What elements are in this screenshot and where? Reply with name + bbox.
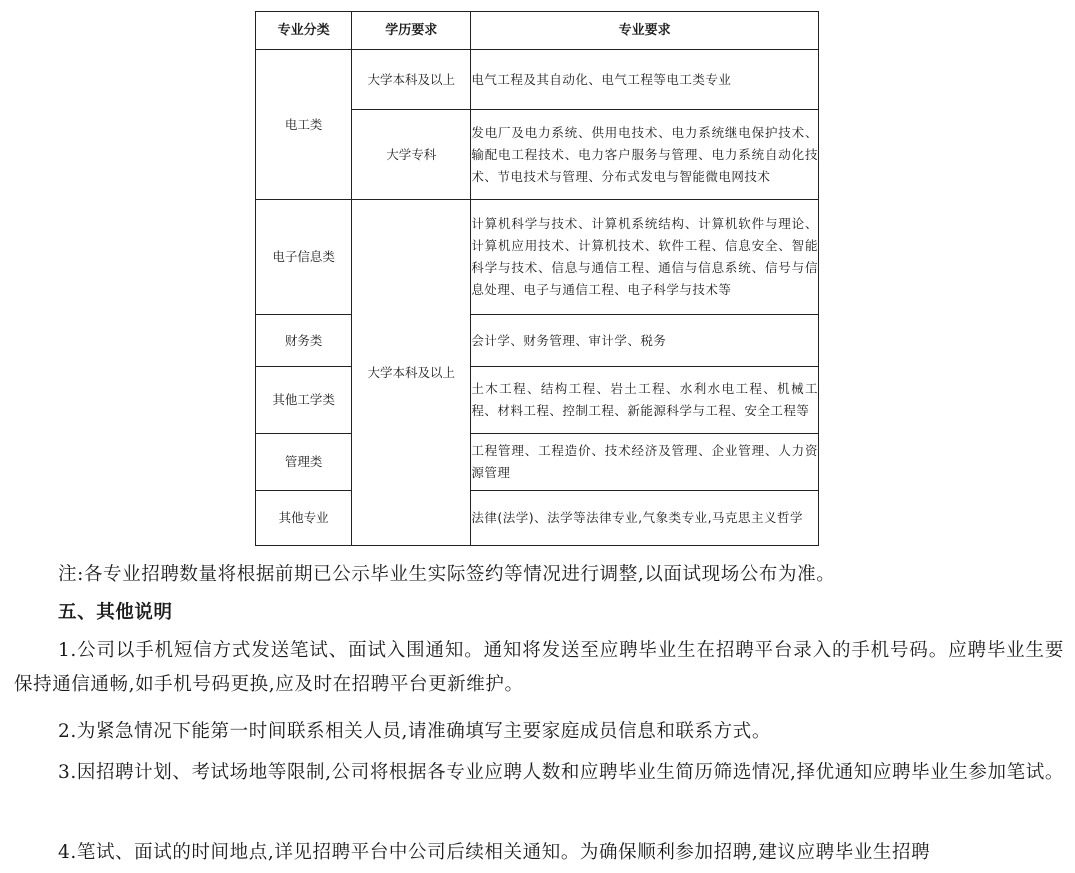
majors-table-container	[255, 11, 819, 546]
table-row	[256, 200, 819, 315]
header-category: 专业分类	[256, 12, 352, 50]
requirement-cell: 法律(法学)、法学等法律专业,气象类专业,马克思主义哲学	[471, 491, 819, 546]
table-row	[256, 367, 819, 434]
table-header-row	[256, 12, 819, 50]
header-requirement: 专业要求	[471, 12, 819, 50]
category-cell: 电子信息类	[256, 200, 352, 315]
header-education: 学历要求	[352, 12, 471, 50]
table-row	[256, 434, 819, 491]
majors-table	[255, 11, 819, 546]
paragraph-3: 3.因招聘计划、考试场地等限制,公司将根据各专业应聘人数和应聘毕业生简历筛选情况,择优通知应聘毕业生参加笔试。	[58, 762, 1064, 783]
requirement-cell: 土木工程、结构工程、岩土工程、水利水电工程、机械工程、材料工程、控制工程、新能源科学与工程、安全工程等	[471, 367, 819, 434]
education-cell-shared: 大学本科及以上	[352, 200, 471, 546]
table-row	[256, 50, 819, 110]
paragraph-2: 2.为紧急情况下能第一时间联系相关人员,请准确填写主要家庭成员信息和联系方式。	[58, 721, 771, 742]
category-cell: 管理类	[256, 434, 352, 491]
education-cell: 大学专科	[352, 110, 471, 200]
table-row	[256, 491, 819, 546]
requirement-cell: 会计学、财务管理、审计学、税务	[471, 315, 819, 367]
table-note: 注:各专业招聘数量将根据前期已公示毕业生实际签约等情况进行调整,以面试现场公布为准。	[58, 564, 836, 585]
requirement-cell: 计算机科学与技术、计算机系统结构、计算机软件与理论、计算机应用技术、计算机技术、软件工程、信息安全、智能科学与技术、信息与通信工程、通信与信息系统、信号与信息处理、电子与通信工程、电子科学与技术等	[471, 200, 819, 315]
category-cell: 其他专业	[256, 491, 352, 546]
table-row	[256, 315, 819, 367]
category-cell: 财务类	[256, 315, 352, 367]
section-title: 五、其他说明	[58, 602, 173, 623]
requirement-cell: 发电厂及电力系统、供用电技术、电力系统继电保护技术、输配电工程技术、电力客户服务与管理、电力系统自动化技术、节电技术与管理、分布式发电与智能微电网技术	[471, 110, 819, 200]
paragraph-1: 1.公司以手机短信方式发送笔试、面试入围通知。通知将发送至应聘毕业生在招聘平台录入的手机号码。应聘毕业生要保持通信通畅,如手机号码更换,应及时在招聘平台更新维护。	[14, 640, 1064, 695]
requirement-cell: 工程管理、工程造价、技术经济及管理、企业管理、人力资源管理	[471, 434, 819, 491]
category-cell: 其他工学类	[256, 367, 352, 434]
paragraph-4: 4.笔试、面试的时间地点,详见招聘平台中公司后续相关通知。为确保顺利参加招聘,建议应聘毕业生招聘	[58, 842, 931, 863]
education-cell: 大学本科及以上	[352, 50, 471, 110]
category-cell: 电工类	[256, 50, 352, 200]
requirement-cell: 电气工程及其自动化、电气工程等电工类专业	[471, 50, 819, 110]
